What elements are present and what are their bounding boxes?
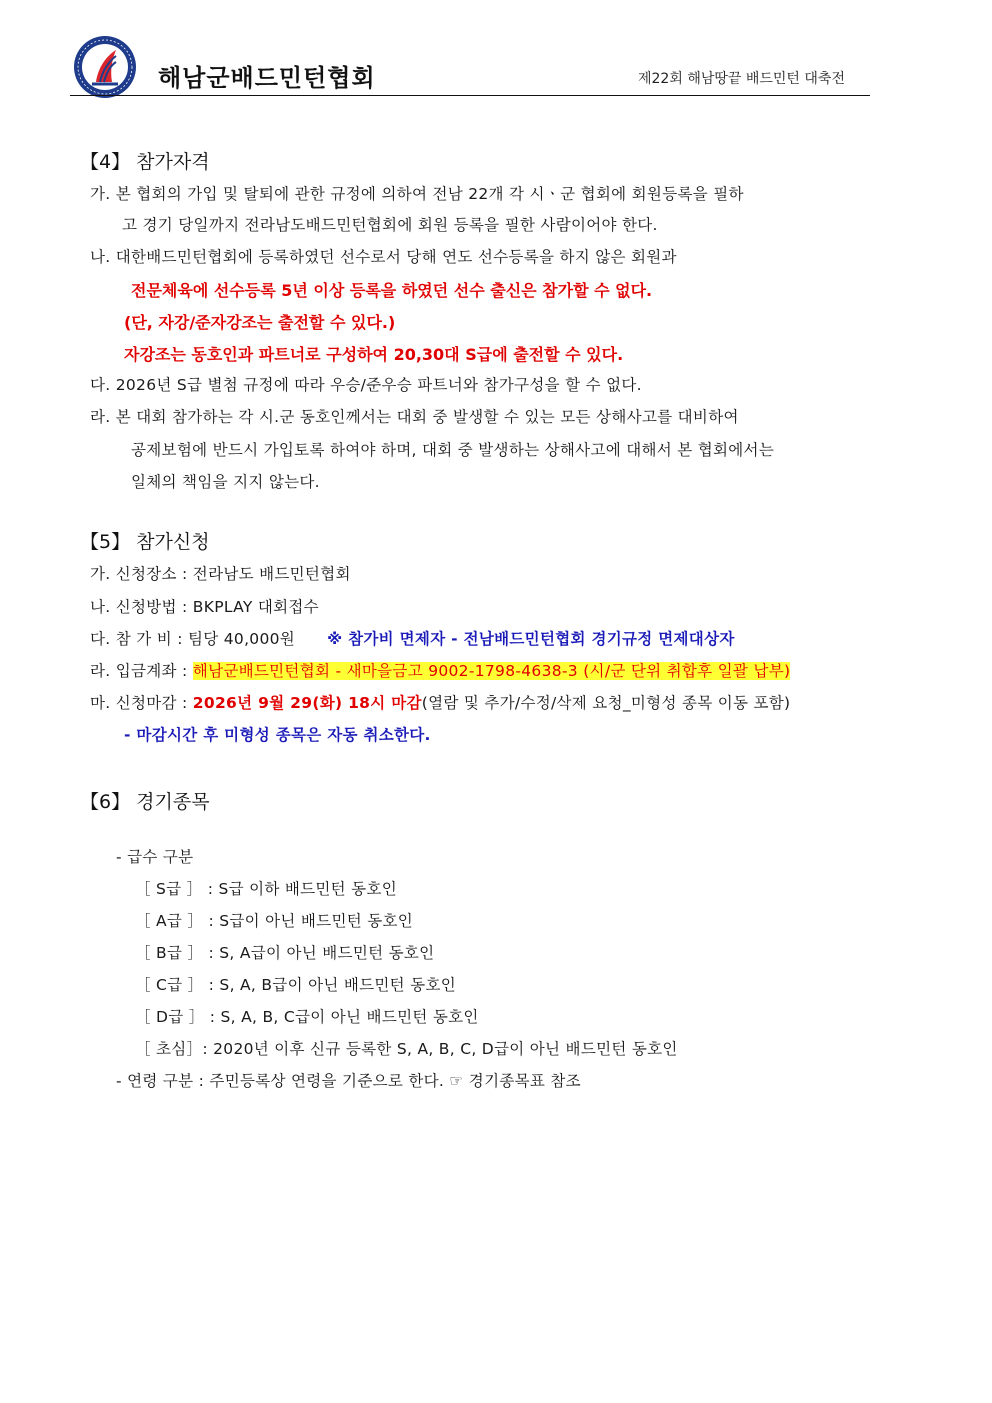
- fee-text: 다. 참 가 비 : 팀당 40,000원: [90, 630, 296, 648]
- deadline-label: 마. 신청마감 :: [90, 694, 193, 712]
- account-label: 라. 입금계좌 :: [90, 662, 193, 680]
- s4-line-9: 공제보험에 반드시 가입토록 하여야 하며, 대회 중 발생하는 상해사고에 대해서 본 협회에서는: [131, 441, 775, 459]
- s4-line-1: 가. 본 협회의 가입 및 탈퇴에 관한 규정에 의하여 전남 22개 각 시ㆍ군 협회에 회원등록을 필하: [90, 185, 744, 203]
- header-divider: [70, 95, 870, 96]
- s4-line-5: (단, 자강/준자강조는 출전할 수 있다.): [124, 313, 396, 332]
- s5-line-b: 나. 신청방법 : BKPLAY 대회접수: [90, 598, 319, 616]
- s5-cancel-note: - 마감시간 후 미형성 종목은 자동 취소한다.: [124, 726, 431, 744]
- s6-grade-b: ［ B급 ］ : S, A급이 아닌 배드민턴 동호인: [135, 944, 435, 962]
- s4-line-8: 라. 본 대회 참가하는 각 시.군 동호인께서는 대회 중 발생할 수 있는 모든 상해사고를 대비하여: [90, 408, 739, 426]
- s4-line-6: 자강조는 동호인과 파트너로 구성하여 20,30대 S급에 출전할 수 있다.: [124, 345, 624, 364]
- s5-line-c: [90, 627, 735, 649]
- deadline-note: (열람 및 추가/수정/삭제 요청_미형성 종목 이동 포함): [421, 694, 791, 712]
- s5-line-e: [90, 691, 790, 713]
- s6-grade-c: ［ C급 ］ : S, A, B급이 아닌 배드민턴 동호인: [135, 976, 456, 994]
- section-5-title: 【5】 참가신청: [80, 531, 210, 553]
- association-logo: [72, 34, 138, 100]
- s4-line-3: 나. 대한배드민턴협회에 등록하였던 선수로서 당해 연도 선수등록을 하지 않은 회원과: [90, 248, 677, 266]
- s6-grade-d: ［ D급 ］ : S, A, B, C급이 아닌 배드민턴 동호인: [135, 1008, 479, 1026]
- deadline-date: 2026년 9월 29(화) 18시 마감: [192, 694, 422, 712]
- s6-grade-a: ［ A급 ］ : S급이 아닌 배드민턴 동호인: [135, 912, 414, 930]
- org-name: 해남군배드민턴협회: [158, 64, 376, 92]
- s5-line-a: 가. 신청장소 : 전라남도 배드민턴협회: [90, 565, 351, 583]
- section-4-title: 【4】 참가자격: [80, 151, 210, 173]
- s4-line-2: 고 경기 당일까지 전라남도배드민턴협회에 회원 등록을 필한 사람이어야 한다.: [122, 216, 658, 234]
- event-name: 제22회 해남땅끝 배드민턴 대축전: [638, 71, 845, 87]
- s4-line-4: 전문체육에 선수등록 5년 이상 등록을 하였던 선수 출신은 참가할 수 없다.: [131, 281, 653, 300]
- s6-grade-beginner: ［ 초심］: 2020년 이후 신규 등록한 S, A, B, C, D급이 아닌 배드민턴 동호인: [135, 1040, 678, 1058]
- s4-line-10: 일체의 책임을 지지 않는다.: [131, 473, 320, 491]
- account-highlight: 해남군배드민턴협회 - 새마을금고 9002-1798-4638-3 (시/군 단위 취합후 일괄 납부): [192, 662, 791, 680]
- s6-age-division: - 연령 구분 : 주민등록상 연령을 기준으로 한다. ☞ 경기종목표 참조: [116, 1072, 581, 1090]
- s4-line-7: 다. 2026년 S급 별첨 규정에 따라 우승/준우승 파트너와 참가구성을 할 수 없다.: [90, 376, 642, 394]
- s6-grade-heading: - 급수 구분: [116, 848, 194, 866]
- fee-exempt-note: ※ 참가비 면제자 - 전남배드민턴협회 경기규정 면제대상자: [327, 630, 735, 648]
- section-6-title: 【6】 경기종목: [80, 791, 210, 813]
- s5-line-d: [90, 659, 790, 681]
- s6-grade-s: ［ S급 ］ : S급 이하 배드민턴 동호인: [135, 880, 397, 898]
